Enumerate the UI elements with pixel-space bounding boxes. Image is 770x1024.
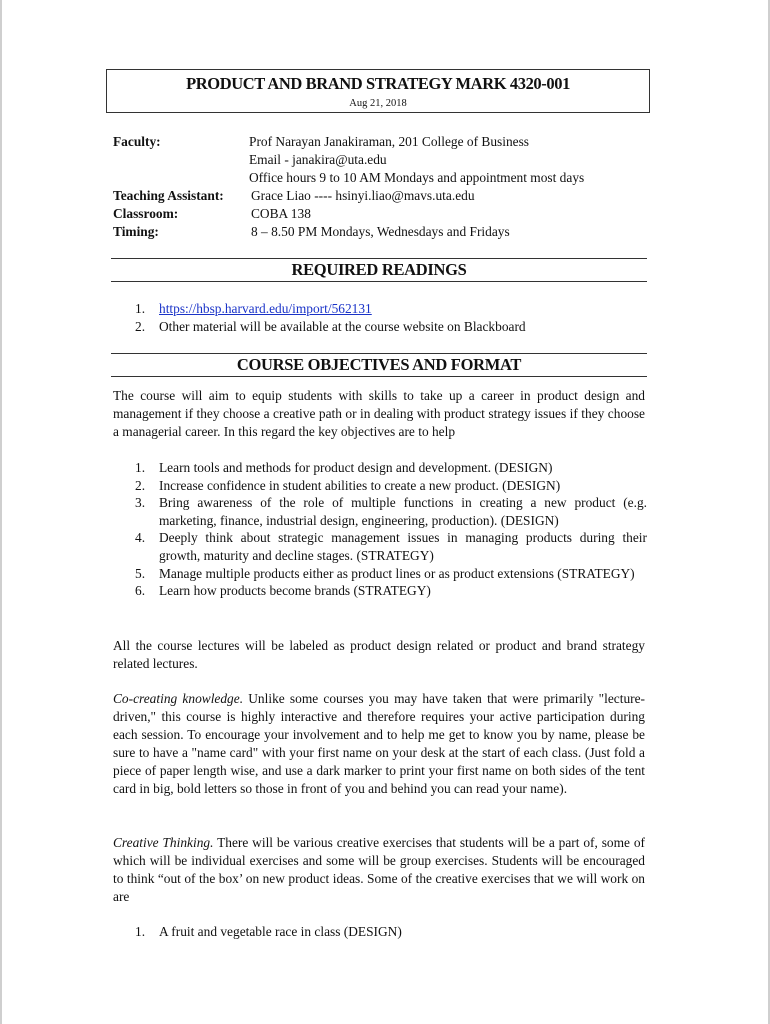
list-item-text: Increase confidence in student abilities to create a new product. (DESIGN) [159,477,561,493]
list-item-number: 4. [135,530,146,546]
list-item-text: A fruit and vegetable race in class (DESIGN) [159,924,402,939]
section-required-readings [111,258,647,282]
list-item [113,923,647,941]
list-item-number: 3. [135,495,146,511]
list-item-text: Learn how products become brands (STRATEGY) [159,583,431,599]
list-item-text: Manage multiple products either as product lines or as product extensions (STRATEGY) [159,565,635,581]
faculty-email: Email - janakira@uta.edu [249,152,387,167]
list-item-number: 2. [135,477,146,493]
list-item [113,529,647,564]
list-item [113,494,647,529]
faculty-name: Prof Narayan Janakiraman, 201 College of Business [249,134,530,149]
creative-paragraph [113,834,645,906]
list-item [113,582,647,600]
creative-body: There will be various creative exercises that students will be a part of, some of which will be individual exercises and some will be group exercises. Students will be encouraged to think “out of the box’ on new product ideas. Some of the creative exercises that we will work on are [113,835,645,904]
exercises-list [113,923,647,941]
title-box [106,69,650,113]
classroom-value: COBA 138 [251,206,311,221]
creative-lead: Creative Thinking. [113,835,214,850]
list-item-number: 1. [135,460,146,475]
classroom-label: Classroom: [113,206,179,221]
list-item-number: 5. [135,565,146,581]
faculty-label: Faculty: [113,134,161,149]
cocreating-paragraph [113,690,645,798]
cocreating-body: Unlike some courses you may have taken that were primarily "lecture-driven," this course is highly interactive and therefore requires your active participation during each session. To encourage your involvement and to help me get to know you by name, please be sure to have a "name card" with your first name on your desk at the start of each class. (Just fold a piece of paper length wise, and use a dark marker to print your first name on both sides of the tent card in big, bold letters so those in front of you and behind you can read your name). [113,691,645,796]
list-item-text: Bring awareness of the role of multiple functions in creating a new product (e.g. marketing, finance, industrial design, engineering, production). (DESIGN) [159,495,647,528]
section-heading: REQUIRED READINGS [291,260,467,279]
section-heading: COURSE OBJECTIVES AND FORMAT [236,355,522,374]
list-item [113,477,647,495]
list-item [113,565,647,583]
section-course-objectives [111,353,647,377]
page-edge-left [0,0,2,1024]
course-title: PRODUCT AND BRAND STRATEGY MARK 4320-001 [186,74,570,93]
timing-label: Timing: [113,224,159,239]
timing-value: 8 – 8.50 PM Mondays, Wednesdays and Fridays [251,224,510,239]
list-item-text: Deeply think about strategic management issues in managing products during their growth, maturity and decline stages. (STRATEGY) [159,530,647,563]
list-item-text: Other material will be available at the course website on Blackboard [159,318,526,334]
readings-list [113,300,647,335]
list-item [113,459,647,477]
list-item-number: 2. [135,318,146,334]
lectures-note: All the course lectures will be labeled as product design related or product and brand strategy related lectures. [113,638,645,671]
faculty-office-hours: Office hours 9 to 10 AM Mondays and appointment most days [249,170,585,185]
objectives-intro: The course will aim to equip students with skills to take up a career in product design and management if they choose a creative path or in dealing with product strategy issues if they choose a managerial career. In this regard the key objectives are to help [113,388,645,439]
list-item [113,318,647,336]
list-item-number: 1. [135,301,146,316]
ta-value: Grace Liao ---- hsinyi.liao@mavs.uta.edu [251,188,475,203]
ta-label: Teaching Assistant: [113,188,224,203]
objectives-list [113,459,647,600]
cocreating-lead: Co-creating knowledge. [113,691,244,706]
list-item [113,300,647,318]
list-item-number: 1. [135,924,146,939]
reading-link[interactable]: https://hbsp.harvard.edu/import/562131 [159,301,372,316]
list-item-text: Learn tools and methods for product design and development. (DESIGN) [159,460,553,475]
list-item-number: 6. [135,583,146,599]
syllabus-date: Aug 21, 2018 [349,98,407,109]
